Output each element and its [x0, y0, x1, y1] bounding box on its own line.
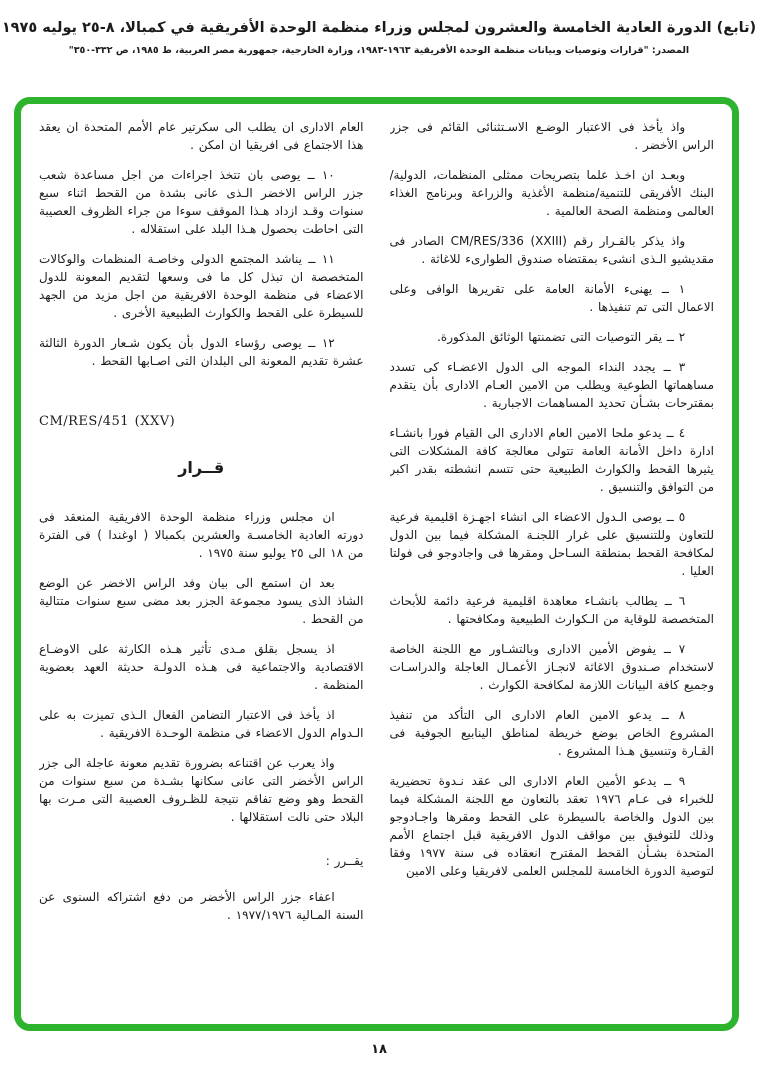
session-title: (تابع) الدورة العادية الخامسة والعشرون لمجلس وزراء منظمة الوحدة الأفريقية في كمبالا، ٨-٢٥ يوليه ١٩٧٥: [1, 20, 757, 36]
left-column: [39, 118, 364, 1014]
resolution-item-3: ٣ ــ يجدد النداء الموجه الى الدول الاعضـاء كى تسدد مساهماتها الطوعية ويطلب من الامين العـام الادارى بأن يتقدم بمقترحات بشـأن تحديد المساهمات الاجبارية .: [389, 360, 714, 410]
preamble-paragraph-cm-res-336: واذ يذكر بالقـرار رقم CM/RES/336 (XXIII) الصادر فى مقديشيو الـذى انشىء بمقتضاه صندوق الطوارىء للاغاثة .: [389, 234, 714, 266]
resolution-item-9: ٩ ــ يدعو الأمين العام الادارى الى عقد نـدوة تحضيرية للخبراء فى عـام ١٩٧٦ تعقد بالتعاون مع اللجنة المشكلة فيما بين الدول والخاصة بالسيطرة على القحط ومقرها واجـادوجو وذلك للتوفيق بين مواقف الدول الافريقية قبل اجتماع الأمم المتحدة بشـأن القحط المقترح انعقاده فى سنة ١٩٧٧ وفقا لتوصية الدورة الخامسة للمجلس العلمى لافريقيا وعلى الامين: [389, 774, 714, 878]
resolution-item-10: ١٠ ــ يوصى بان تتخذ اجراءات من اجل مساعدة شعب جزر الراس الاخضر الـذى عانى بشدة من القحط اثناء سبع سنوات وقـد ازداد هـذا الموقف سوءا من جراء الظروف العصيبة التى احاطت بحصول هـذا البلد على استقلاله .: [39, 168, 364, 236]
resolution-item-4: ٤ ــ يدعو ملحا الامين العام الادارى الى القيام فورا بانشـاء ادارة داخل الأمانة العامة تتولى معالجة كافة المشكلات التى يثيرها القحط والكوارث الطبيعية حتى تتسم انشطته بقدر اكبر من التوافق والتنسيق .: [389, 426, 714, 494]
highlight-border-box: [14, 97, 739, 1031]
resolution-heading: قــرار: [178, 457, 225, 477]
preamble-paragraph: واذ يأخذ فى الاعتبار الوضـع الاسـتثنائى القائم فى جزر الراس الأخضر .: [389, 120, 714, 152]
resolution-item-2: ٢ ــ يقر التوصيات التى تضمنتها الوثائق المذكورة.: [437, 330, 686, 344]
resolution-paragraph: اذ يأخذ فى الاعتبار التضامن الفعال الـذى تميزت به على الـدوام الدول الاعضاء فى منظمة الوحـدة الافريقية .: [39, 707, 364, 740]
resolution-item-8: ٨ ــ يدعو الامين العام الادارى الى التأكد من تنفيذ المشروع الخاص بوضع خريطة لمناطق الينابيع الجوفية فى القـارة وتنسيق هـذا المشروع .: [389, 708, 714, 758]
decree-lead: يقــرر :: [325, 853, 364, 868]
resolution-item-7: ٧ ــ يفوض الأمين الادارى وبالتشـاور مع اللجنة الخاصة لاستخدام صـندوق الاغاثة لانجـاز الأعمـال العاجلة والدراسـات وجميع كافة البيانات اللازمة لمكافحة الكوارث .: [389, 642, 714, 692]
resolution-item-6: ٦ ــ يطالب بانشـاء معاهدة اقليمية فرعية دائمة للأبحاث المتخصصة للوقاية من الـكوارث الطبيعية ومكافحتها .: [389, 594, 714, 626]
resolution-paragraph: ان مجلس وزراء منظمة الوحدة الافريقية المنعقد فى دورته العادية الخامسـة والعشرين بكمبالا ( اوغندا ) فى الفترة من ١٨ الى ٢٥ يوليو سنة ١٩٧٥ .: [39, 509, 364, 560]
resolution-paragraph: واذ يعرب عن اقتناعه بضرورة تقديم معونة عاجلة الى جزر الراس الأخضر التى عانى سكانها بشـدة من سبع سنوات من القحط وهو وضع تفاقم نتيجة للظـروف العصيبة التى مـرت بها البلاد حتى نالت استقلالها .: [39, 755, 364, 824]
decree-text: اعفاء جزر الراس الأخضر من دفع اشتراكه السنوى عن السنة المـالية ١٩٧٧/١٩٧٦ .: [39, 889, 364, 922]
two-column-text: [39, 118, 714, 1014]
continuation-paragraph: العام الادارى ان يطلب الى سكرتير عام الأمم المتحدة ان يعقد هذا الاجتماع فى افريقيا ان امكن .: [39, 120, 364, 152]
right-column: [390, 118, 715, 1014]
resolution-number-cm-res-451: CM/RES/451 (XXV): [39, 414, 176, 429]
preamble-paragraph: وبعـد ان اخـذ علما بتصريحات ممثلى المنظمات، الدولية/البنك الأفريقى للتنمية/منظمة الأغذية والزراعة وبرنامج الغذاء العالمى ومنظمة الصحة العالمية .: [389, 168, 714, 218]
resolution-item-12: ١٢ ــ يوصى رؤساء الدول بأن يكون شـعار الدورة الثالثة عشرة تقديم المعونة الى البلدان التى اصـابها القحط .: [39, 336, 364, 368]
resolution-paragraph: اذ يسجل بقلق مـدى تأثير هـذه الكارثة على الاوضـاع الاقتصادية والاجتماعية فى هـذه الدولـة حديثة العهد بعضوية المنظمة .: [39, 641, 364, 692]
resolution-item-11: ١١ ــ يناشد المجتمع الدولى وخاصـة المنظمات والوكالات المتخصصة ان تبذل كل ما فى وسعها لتقديم المعونة للدول الاعضاء فى منظمة الوحدة الافريقية من اجل مزيد من الجهد للسيطرة على القحط والكوارث الطبيعية الأخرى .: [39, 252, 364, 320]
source-citation: المصدر: "قرارات وتوصيات وبيانات منظمة الوحدة الأفريقية ١٩٦٣-١٩٨٣، وزارة الخارجية، جمهورية مصر العربية، ط ١٩٨٥، ص ٣٣٢-٣٥٠": [68, 45, 690, 56]
resolution-item-1: ١ ــ يهنىء الأمانة العامة على تقريرها الوافى وعلى الاعمال التى تم تنفيذها .: [389, 282, 714, 314]
resolution-item-5: ٥ ــ يوصى الـدول الاعضاء الى انشاء اجهـزة اقليمية فرعية للتعاون وللتنسيق على غرار اللجنـة المشكلة فيما بين الدول لمكافحة القحط بمنطقة السـاحل ومقرها فى واجادوجو فى فولتا العليا .: [389, 510, 714, 578]
resolution-paragraph: بعد ان استمع الى بيان وفد الراس الاخضر عن الوضع الشاذ الذى يسود مجموعة الجزر بعد مضى سبع سنوات متتالية من القحط .: [39, 575, 364, 626]
page-header: [0, 20, 758, 56]
page-number: ١٨: [371, 1042, 387, 1057]
